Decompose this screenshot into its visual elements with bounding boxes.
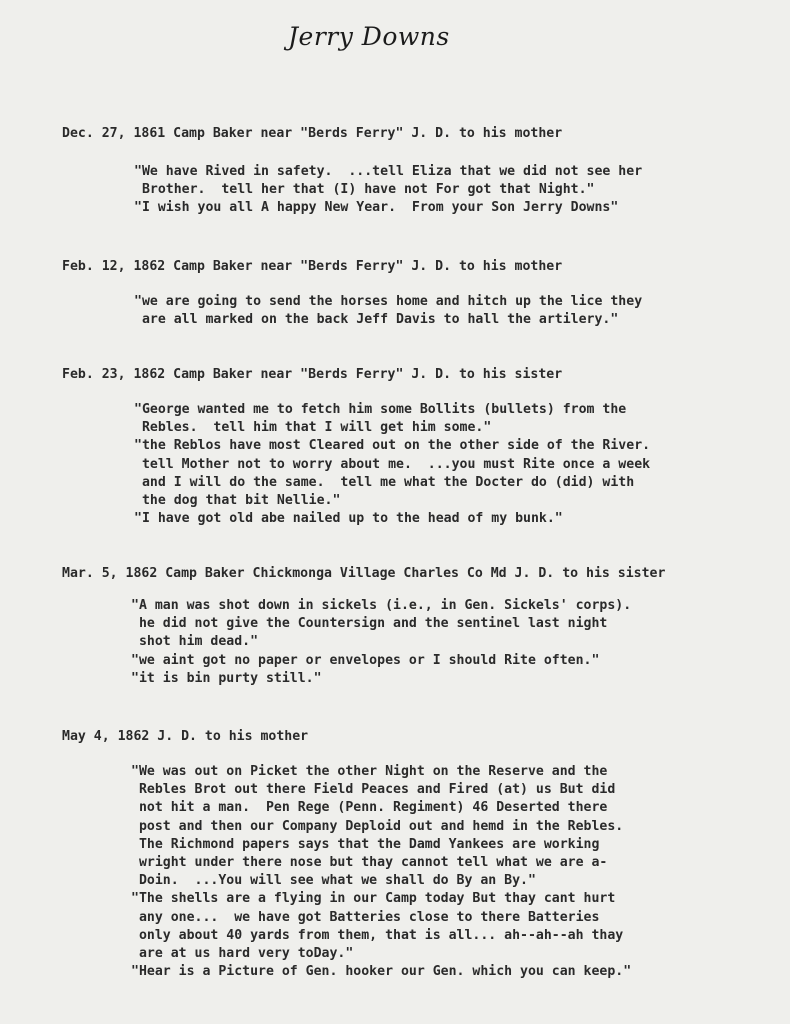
quote-line: post and then our Company Deploid out and hemd in the Rebles. (131, 818, 624, 834)
entry-heading: Feb. 23, 1862 Camp Baker near "Berds Ferry" J. D. to his sister (62, 367, 563, 382)
quote-line: "A man was shot down in sickels (i.e., in Gen. Sickels' corps). (131, 598, 632, 613)
entry-heading: Dec. 27, 1861 Camp Baker near "Berds Ferry" J. D. to his mother (62, 126, 563, 141)
quote-line: "Hear is a Picture of Gen. hooker our Gen. which you can keep." (131, 964, 632, 980)
handwritten-signature: Jerry Downs (288, 22, 450, 51)
entry-heading: Mar. 5, 1862 Camp Baker Chickmonga Village Charles Co Md J. D. to his sister (62, 566, 666, 581)
quote-line: Rebles Brot out there Field Peaces and Fired (at) us But did (131, 782, 616, 798)
quote-line: "George wanted me to fetch him some Bollits (bullets) from the (134, 402, 627, 417)
entry-heading: Feb. 12, 1862 Camp Baker near "Berds Ferry" J. D. to his mother (62, 259, 563, 274)
entry-heading: May 4, 1862 J. D. to his mother (62, 729, 309, 744)
quote-line: tell Mother not to worry about me. ...you must Rite once a week (134, 456, 651, 472)
quote-line: the dog that bit Nellie." (134, 493, 341, 508)
quote-line: only about 40 yards from them, that is all... ah--ah--ah thay (131, 927, 624, 943)
quote-line: "we aint got no paper or envelopes or I should Rite often." (131, 652, 600, 668)
quote-line: he did not give the Countersign and the sentinel last night (131, 616, 608, 632)
quote-line: "We was out on Picket the other Night on the Reserve and the (131, 764, 608, 779)
quote-line: are at us hard very toDay." (131, 946, 354, 961)
quote-line: are all marked on the back Jeff Davis to hall the artilery." (134, 312, 619, 328)
quote-line: "I have got old abe nailed up to the head of my bunk." (134, 511, 563, 527)
quote-line: The Richmond papers says that the Damd Yankees are working (131, 836, 600, 852)
quote-line: Rebles. tell him that I will get him some." (134, 420, 492, 436)
quote-line: "the Reblos have most Cleared out on the other side of the River. (134, 438, 651, 454)
quote-line: and I will do the same. tell me what the Docter do (did) with (134, 474, 635, 490)
quote-line: "we are going to send the horses home and hitch up the lice they (134, 294, 643, 309)
quote-line: wright under there nose but thay cannot tell what we are a- (131, 855, 608, 870)
quote-line: shot him dead." (131, 634, 259, 650)
quote-line: any one... we have got Batteries close to there Batteries (131, 909, 600, 925)
quote-line: "I wish you all A happy New Year. From your Son Jerry Downs" (134, 200, 619, 216)
quote-line: Doin. ...You will see what we shall do By an By." (131, 873, 536, 889)
quote-line: not hit a man. Pen Rege (Penn. Regiment) 46 Deserted there (131, 800, 608, 816)
quote-line: "it is bin purty still." (131, 670, 322, 686)
quote-line: "The shells are a flying in our Camp today But thay cant hurt (131, 891, 616, 907)
quote-line: Brother. tell her that (I) have not For got that Night." (134, 182, 595, 198)
quote-line: "We have Rived in safety. ...tell Eliza that we did not see her (134, 164, 643, 179)
